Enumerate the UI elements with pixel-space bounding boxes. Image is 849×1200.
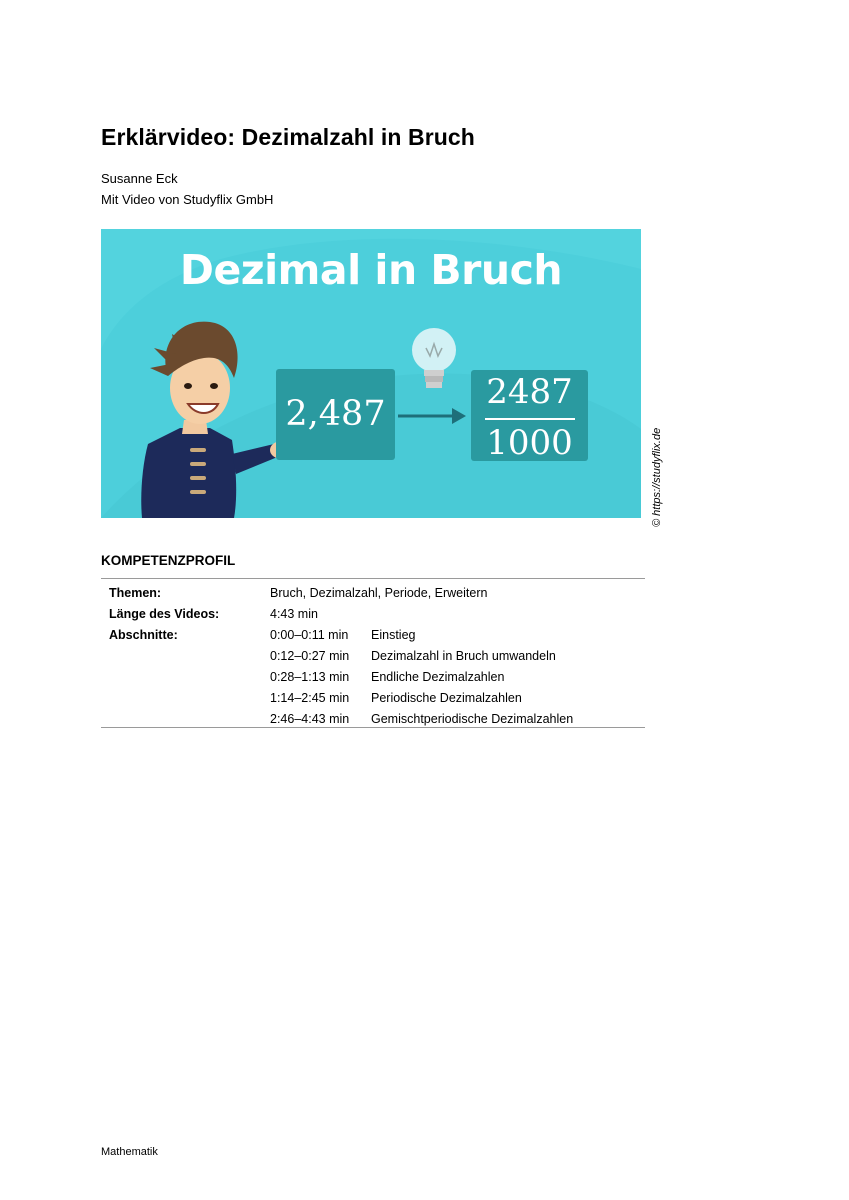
image-credit: © https://studyflix.de: [651, 427, 663, 527]
video-length-label: Länge des Videos:: [109, 607, 220, 621]
cartoon-character-illustration: [138, 316, 298, 518]
section-time: 0:28–1:13 min: [270, 670, 350, 684]
section-name: Gemischtperiodische Dezimalzahlen: [371, 712, 574, 726]
section-time: 1:14–2:45 min: [270, 691, 350, 705]
fraction-numerator: 2487: [486, 372, 573, 412]
competence-profile-table: [101, 578, 645, 728]
section-name: Einstieg: [371, 628, 416, 642]
section-name: Endliche Dezimalzahlen: [371, 670, 505, 684]
themes-value: Bruch, Dezimalzahl, Periode, Erweitern: [270, 586, 488, 600]
author-name: Susanne Eck: [101, 171, 178, 186]
profile-heading: KOMPETENZPROFIL: [101, 553, 236, 568]
thumbnail-headline: Dezimal in Bruch: [179, 246, 563, 294]
themes-label: Themen:: [109, 586, 162, 600]
section-name: Periodische Dezimalzahlen: [371, 691, 522, 705]
footer-subject: Mathematik: [101, 1146, 158, 1158]
arrow-right-icon: [398, 405, 468, 427]
fraction-box: [471, 370, 588, 461]
lightbulb-icon: [408, 326, 460, 396]
section-name: Dezimalzahl in Bruch umwandeln: [371, 649, 556, 663]
decimal-number: 2,487: [285, 394, 386, 434]
fraction-bar: [485, 418, 575, 420]
section-time: 2:46–4:43 min: [270, 712, 350, 726]
decimal-number-box: [276, 369, 395, 460]
section-time: 0:12–0:27 min: [270, 649, 350, 663]
video-length-value: 4:43 min: [270, 607, 318, 621]
page-title: Erklärvideo: Dezimalzahl in Bruch: [101, 124, 475, 150]
fraction-denominator: 1000: [486, 423, 573, 463]
section-time: 0:00–0:11 min: [270, 628, 349, 642]
sections-label: Abschnitte:: [109, 628, 178, 642]
video-source: Mit Video von Studyflix GmbH: [101, 192, 274, 207]
